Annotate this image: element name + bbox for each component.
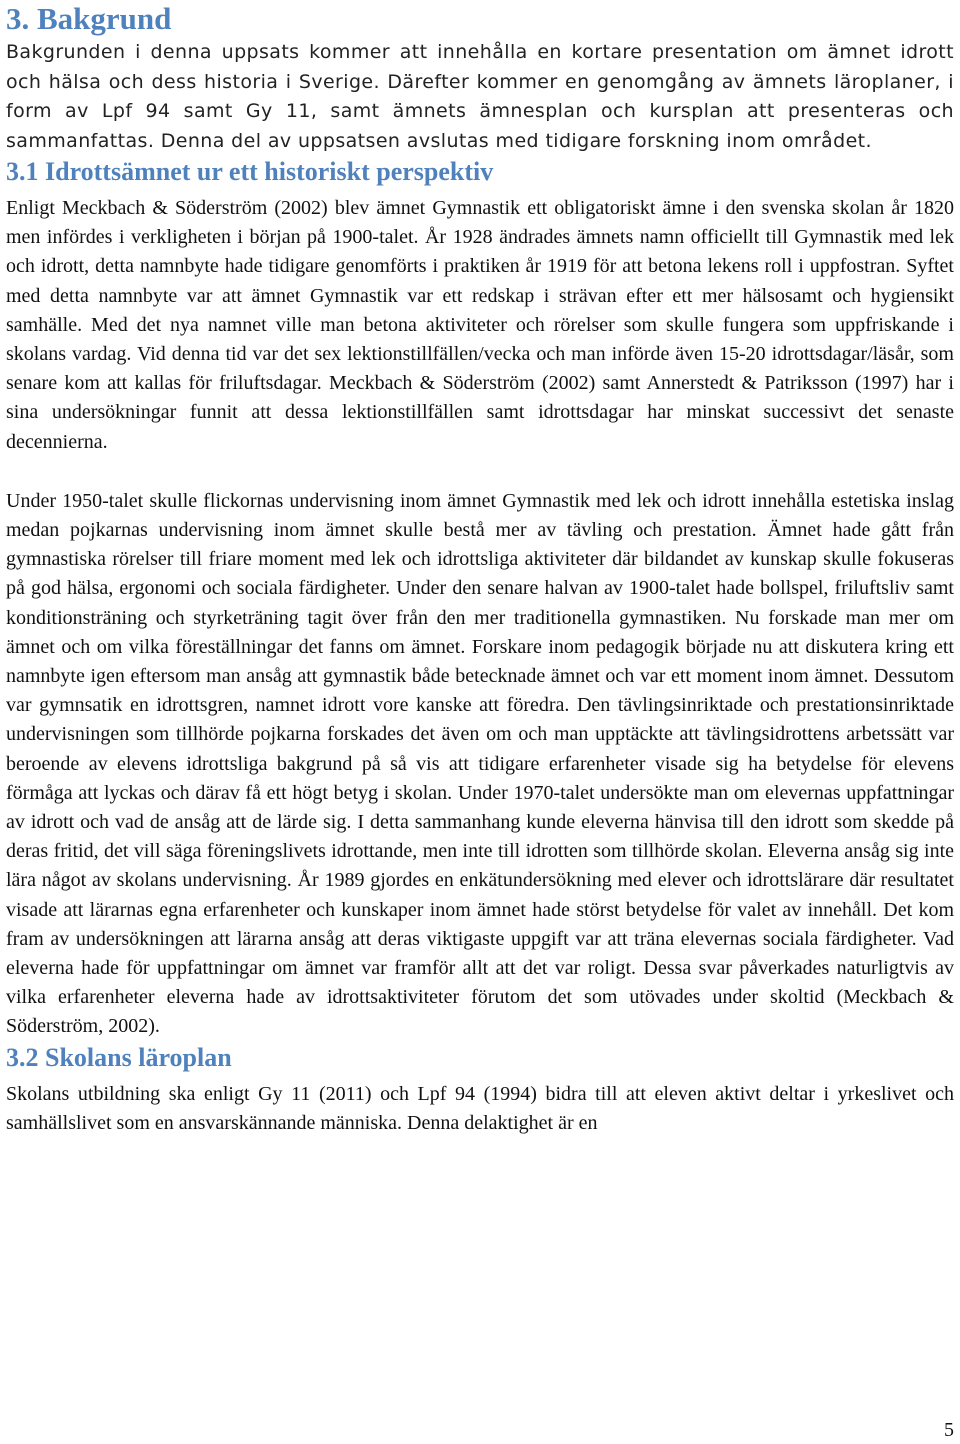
body-paragraph: Under 1950-talet skulle flickornas undervisning inom ämnet Gymnastik med lek och idrott innehålla estetiska inslag medan pojkarnas undervisning inom ämnet skulle bestå mer av tävling och prestation. Ämnet hade gått från gymnastiska rörelser till friare moment med lek och idrottsliga aktiviteter där bildandet av kunskap skulle fokuseras på god hälsa, ergonomi och sociala färdigheter. Under den senare halvan av 1900-talet hade bollspel, friluftsliv samt konditionsträning och styrketräning tagit över från den mer traditionella gymnastiken. Nu forskade man mer om ämnet och om vilka föreställningar det fanns om ämnet. Forskare inom pedagogik började nu att diskutera kring ett namnbyte igen eftersom man ansåg att gymnastik både betecknade ämnet och var ett moment inom ämnet. Dessutom var gymnsatik en idrottsgren, namnet idrott vore kanske att föredra. Den tävlingsinriktade och prestationsinriktade undervisningen som tillhörde pojkarna forskades det även om och man upptäckte att tävlingsidrottens arbetssätt var beroende av elevens idrottsliga bakgrund på så vis att tidigare erfarenheter visade sig ha betydelse för elevens förmåga att lyckas och därav få ett högt betyg i skolan. Under 1970-talet undersökte man om elevernas uppfattningar av idrott och vad de ansåg att de lärde sig. I detta sammanhang kunde eleverna hänvisa till den idrott som skedde på deras fritid, det vill säga föreningslivets idrottande, men inte till idrotten som tillhörde skolan. Eleverna ansåg sig inte lära något av skolans undervisning. År 1989 gjordes en enkätundersökning med elever och idrottslärare där resultatet visade att lärarnas egna erfarenheter och kunskaper inom ämnet hade störst betydelse för valet av innehåll. Det kom fram av undersökningen att lärarna ansåg att deras viktigaste uppgift var att träna elevernas sociala färdigheter. Vad eleverna hade för uppfattningar om ämnet var framför allt att det var roligt. Dessa svar påverkades naturligtvis av vilka erfarenheter eleverna hade av idrottsaktiviteter förutom det som utövades under skoltid (Meckbach & Söderström, 2002).: [6, 489, 954, 1038]
document-page: [6, 0, 954, 1138]
page-number: 5: [944, 1419, 954, 1441]
section-heading: 3. Bakgrund: [6, 1, 172, 36]
subsection-heading: 3.2 Skolans läroplan: [6, 1042, 232, 1072]
subsection-heading: 3.1 Idrottsämnet ur ett historiskt perspektiv: [6, 157, 494, 186]
body-paragraph: Enligt Meckbach & Söderström (2002) blev ämnet Gymnastik ett obligatoriskt ämne i den svenska skolan år 1820 men infördes i verkligheten i början på 1900-talet. År 1928 ändrades ämnets namn officiellt till Gymnastik med lek och idrott, detta namnbyte hade tidigare genomförts i praktiken år 1919 för att betona lekens roll i uppfostran. Syftet med detta namnbyte var att ämnet Gymnastik var ett redskap i strävan efter ett mer hälsosamt och hygiensikt samhälle. Med det nya namnet ville man betona aktiviteter och rörelser som skulle fungera som uppfriskande i skolans vardag. Vid denna tid var det sex lektionstillfällen/vecka och man införde även 15-20 idrottsdagar/läsår, som senare kom att kallas för friluftsdagar. Meckbach & Söderström (2002) samt Annerstedt & Patriksson (1997) har i sina undersökningar funnit att dessa lektionstillfällen samt idrottsdagar har minskat successivt det senaste decennierna.: [6, 197, 954, 453]
section-intro-paragraph: Bakgrunden i denna uppsats kommer att innehålla en kortare presentation om ämnet idrott och hälsa och dess historia i Sverige. Därefter kommer en genomgång av ämnets läroplaner, i form av Lpf 94 samt Gy 11, samt ämnets ämnesplan och kursplan att presenteras och sammanfattas. Denna del av uppsatsen avslutas med tidigare forskning inom området.: [6, 41, 954, 152]
body-paragraph: Skolans utbildning ska enligt Gy 11 (2011) och Lpf 94 (1994) bidra till att eleven aktivt deltar i yrkeslivet och samhällslivet som en ansvarskännande människa. Denna delaktighet är en: [6, 1082, 954, 1134]
